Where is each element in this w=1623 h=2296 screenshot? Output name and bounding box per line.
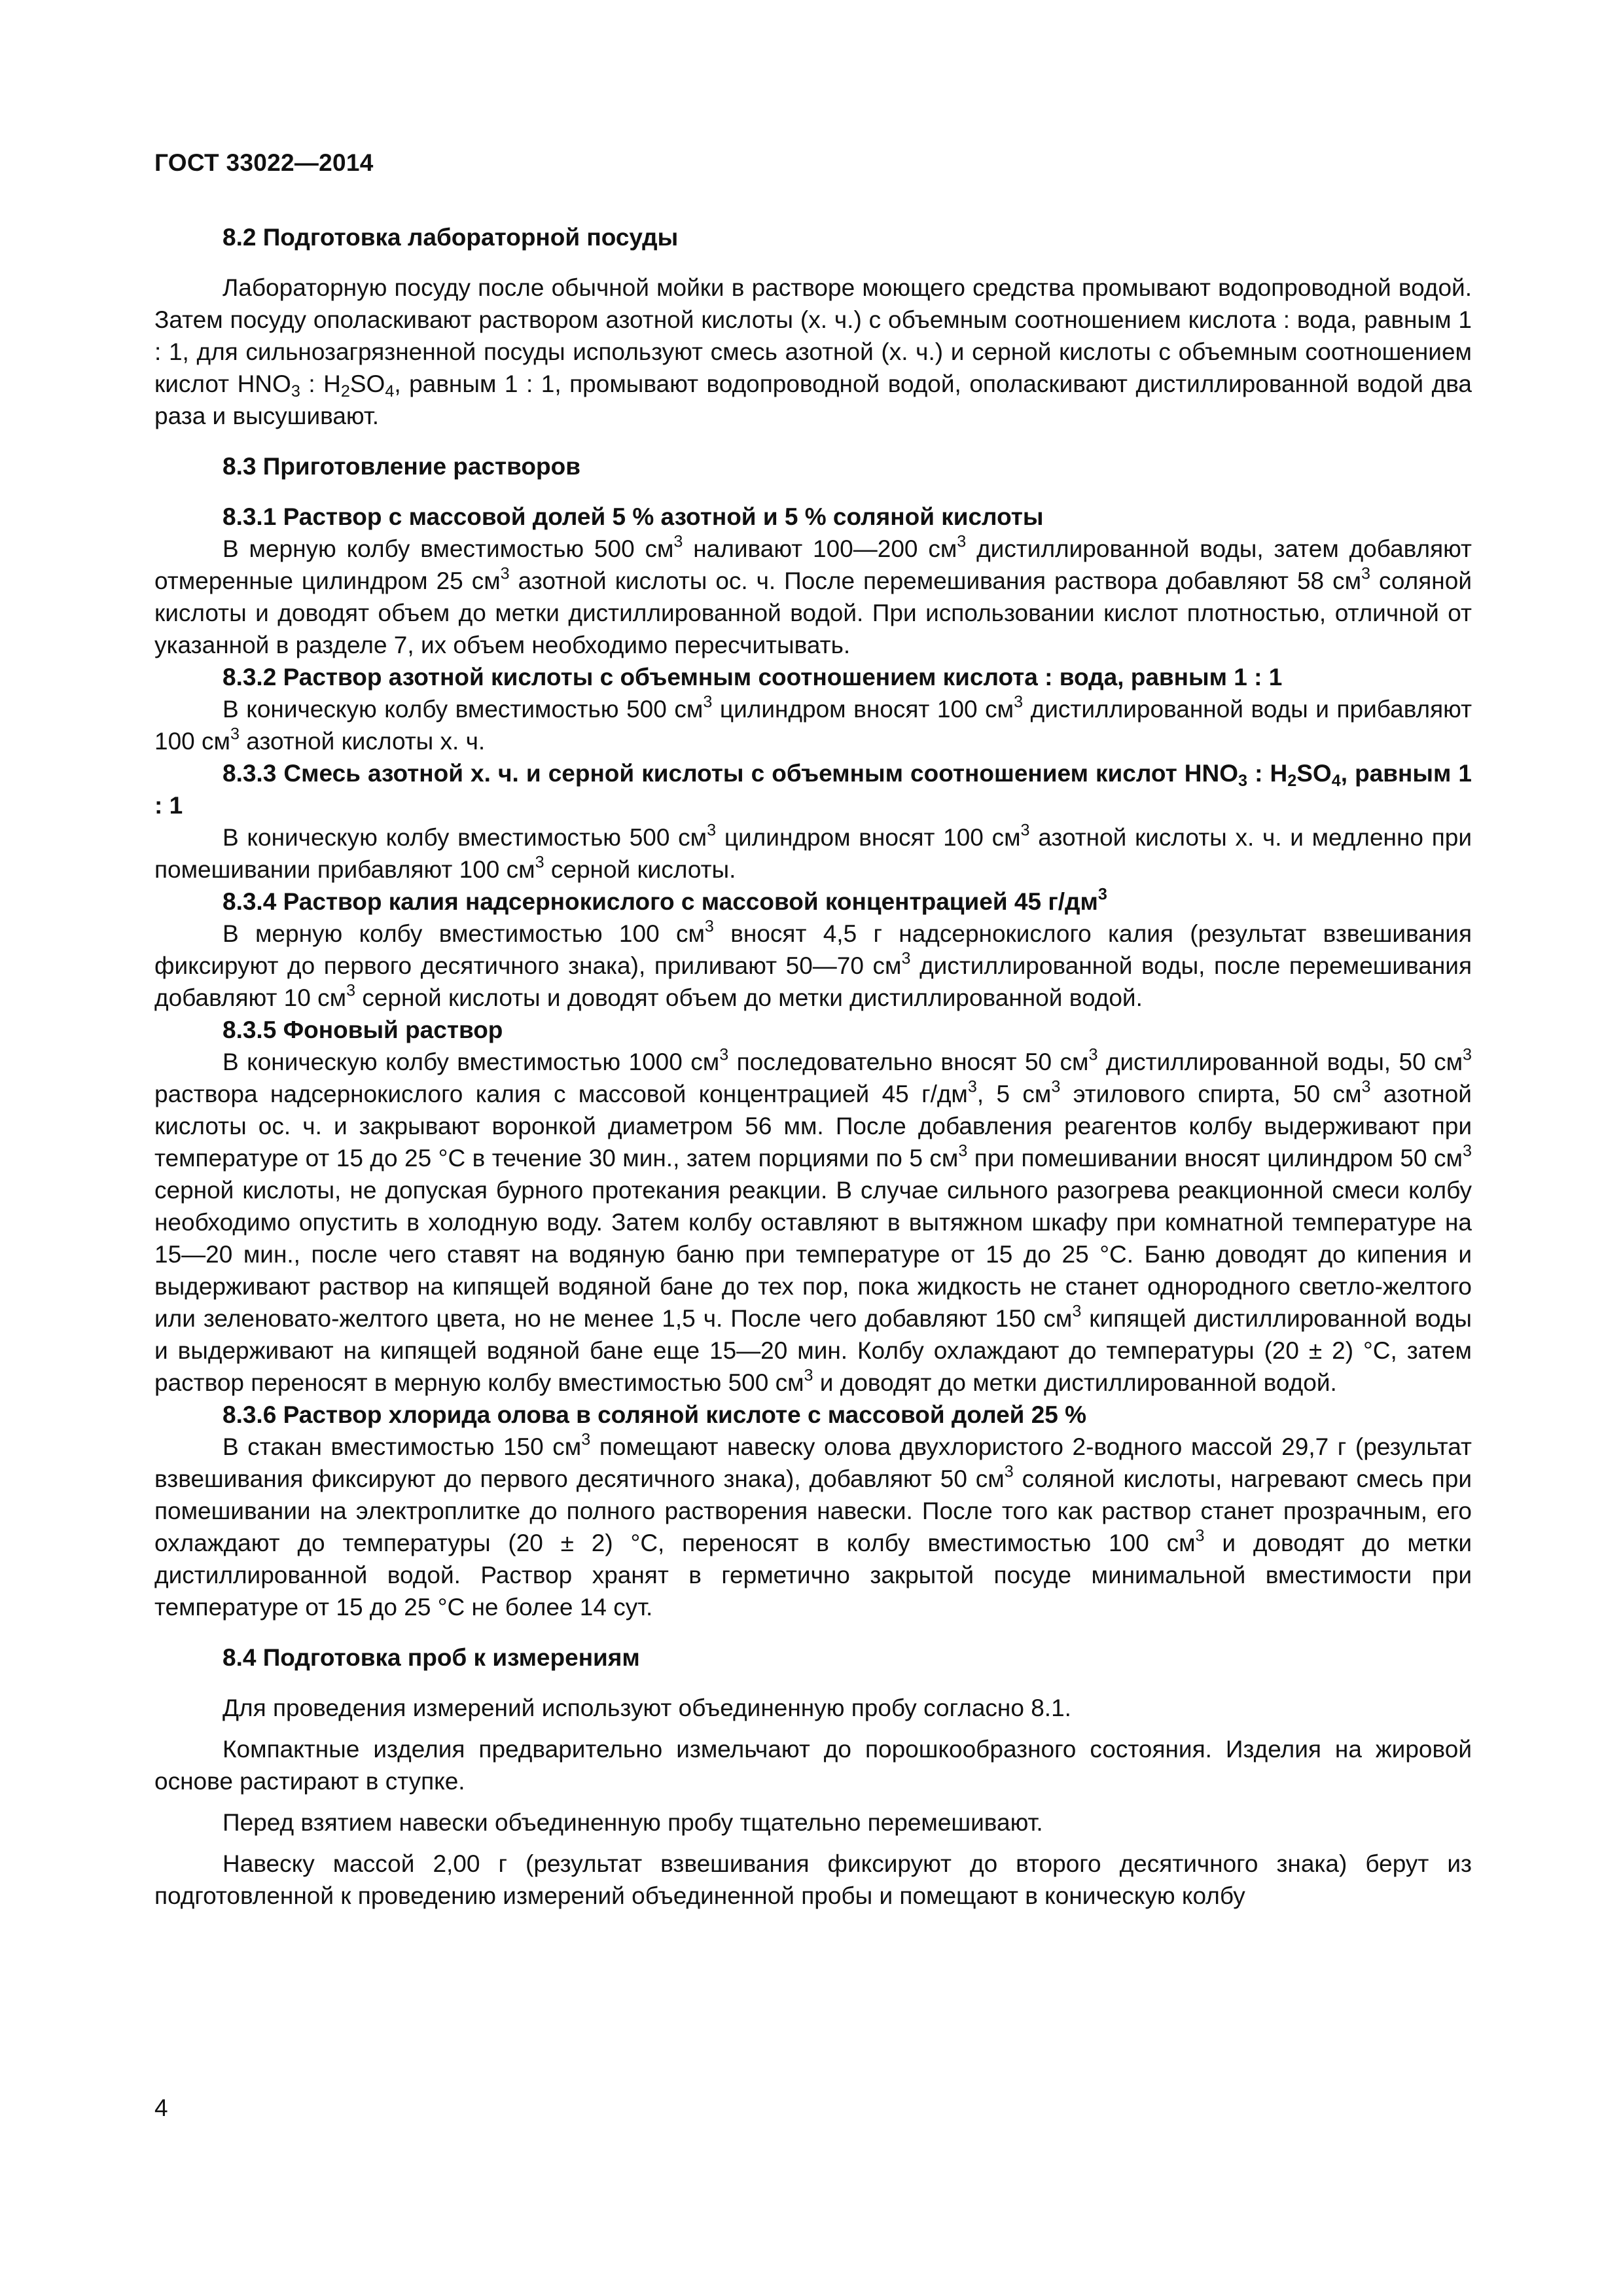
- paragraph-8-4-3: Перед взятием навески объединенную пробу тщательно перемешивают.: [223, 1809, 1043, 1836]
- document-body: [154, 221, 1472, 1912]
- document-page: [154, 0, 1472, 2296]
- section-heading-8-2: 8.2 Подготовка лабораторной посуды: [223, 224, 679, 251]
- document-header: ГОСТ 33022—2014: [154, 149, 374, 176]
- subsection-heading-8-3-3: 8.3.3 Смесь азотной х. ч. и серной кислоты с объемным соотношением кислот $HNO_3$ : $H_2SO_4$, равным 1 : 1: [154, 760, 1472, 819]
- page-number: 4: [154, 2094, 168, 2121]
- paragraph-8-2: Лабораторную посуду после обычной мойки в растворе моющего средства промывают водопроводной водой. Затем посуду ополаскивают раствором азотной кислоты (х. ч.) с объемным соотношением кислота : вода, равным 1 : 1, для сильнозагрязненной посуды используют смесь азотной (х. ч.) и серной кислоты с объемным соотношением кислот $HNO_3$ : $H_2SO_4$, равным 1 : 1, промывают водопроводной водой, ополаскивают дистиллированной водой два раза и высушивают.: [154, 274, 1472, 429]
- subsection-heading-8-3-5: 8.3.5 Фоновый раствор: [223, 1016, 503, 1043]
- subsection-heading-8-3-1: 8.3.1 Раствор с массовой долей 5 % азотной и 5 % соляной кислоты: [223, 503, 1044, 530]
- paragraph-8-4-2: Компактные изделия предварительно измельчают до порошкообразного состояния. Изделия на жировой основе растирают в ступке.: [154, 1736, 1472, 1795]
- paragraph-8-3-6: В стакан вместимостью 150 $см^3$ помещают навеску олова двухлористого 2-водного массой 29,7 г (результат взвешивания фиксируют до первого десятичного знака), добавляют 50 $см^3$ соляной кислоты, нагревают смесь при помешивании на электроплитке до полного растворения навески. После того как раствор станет прозрачным, его охлаждают до температуры (20 ± 2) °С, переносят в колбу вместимостью 100 $см^3$ и доводят до метки дистиллированной водой. Раствор хранят в герметично закрытой посуде минимальной вместимости при температуре от 15 до 25 °С не более 14 сут.: [154, 1430, 1472, 1621]
- paragraph-8-3-4: В мерную колбу вместимостью 100 $см^3$ вносят 4,5 г надсернокислого калия (результат взвешивания фиксируют до первого десятичного знака), приливают 50—70 $см^3$ дистиллированной воды, после перемешивания добавляют 10 $см^3$ серной кислоты и доводят объем до метки дистиллированной водой.: [154, 917, 1472, 1011]
- subsection-heading-8-3-6: 8.3.6 Раствор хлорида олова в соляной кислоте с массовой долей 25 %: [223, 1401, 1087, 1428]
- paragraph-8-3-5: В коническую колбу вместимостью 1000 $см^3$ последовательно вносят 50 $см^3$ дистиллированной воды, 50 $см^3$ раствора надсернокислого калия с массовой концентрацией 45 $г/дм^3$, 5 $см^3$ этилового спирта, 50 $см^3$ азотной кислоты ос. ч. и закрывают воронкой диаметром 56 мм. После добавления реагентов колбу выдерживают при температуре от 15 до 25 °С в течение 30 мин., затем порциями по 5 $см^3$ при помешивании вносят цилиндром 50 $см^3$ серной кислоты, не допуская бурного протекания реакции. В случае сильного разогрева реакционной смеси колбу необходимо опустить в холодную воду. Затем колбу оставляют в вытяжном шкафу при комнатной температуре на 15—20 мин., после чего ставят на водяную баню при температуре от 15 до 25 °С. Баню доводят до кипения и выдерживают раствор на кипящей водяной бане до тех пор, пока жидкость не станет однородного светло-желтого или зеленовато-желтого цвета, но не менее 1,5 ч. После чего добавляют 150 $см^3$ кипящей дистиллированной воды и выдерживают на кипящей водяной бане еще 15—20 мин. Колбу охлаждают до температуры (20 ± 2) °С, затем раствор переносят в мерную колбу вместимостью 500 $см^3$ и доводят до метки дистиллированной водой.: [154, 1045, 1472, 1396]
- paragraph-8-4-4: Навеску массой 2,00 г (результат взвешивания фиксируют до второго десятичного знака) берут из подготовленной к проведению измерений объединенной пробы и помещают в коническую колбу: [154, 1850, 1472, 1909]
- subsection-heading-8-3-2: 8.3.2 Раствор азотной кислоты с объемным соотношением кислота : вода, равным 1 : 1: [223, 664, 1283, 691]
- section-heading-8-3: 8.3 Приготовление растворов: [223, 453, 580, 480]
- paragraph-8-4-1: Для проведения измерений используют объединенную пробу согласно 8.1.: [223, 1695, 1071, 1721]
- subsection-heading-8-3-4: 8.3.4 Раствор калия надсернокислого с массовой концентрацией 45 $г/дм^3$: [223, 885, 1107, 915]
- paragraph-8-3-2: В коническую колбу вместимостью 500 $см^3$ цилиндром вносят 100 $см^3$ дистиллированной воды и прибавляют 100 $см^3$ азотной кислоты х. ч.: [154, 692, 1472, 755]
- section-heading-8-4: 8.4 Подготовка проб к измерениям: [223, 1644, 640, 1671]
- paragraph-8-3-1: В мерную колбу вместимостью 500 $см^3$ наливают 100—200 $см^3$ дистиллированной воды, затем добавляют отмеренные цилиндром 25 $см^3$ азотной кислоты ос. ч. После перемешивания раствора добавляют 58 $см^3$ соляной кислоты и доводят объем до метки дистиллированной водой. При использовании кислот плотностью, отличной от указанной в разделе 7, их объем необходимо пересчитывать.: [154, 532, 1472, 658]
- paragraph-8-3-3: В коническую колбу вместимостью 500 $см^3$ цилиндром вносят 100 $см^3$ азотной кислоты х. ч. и медленно при помешивании прибавляют 100 $см^3$ серной кислоты.: [154, 821, 1472, 883]
